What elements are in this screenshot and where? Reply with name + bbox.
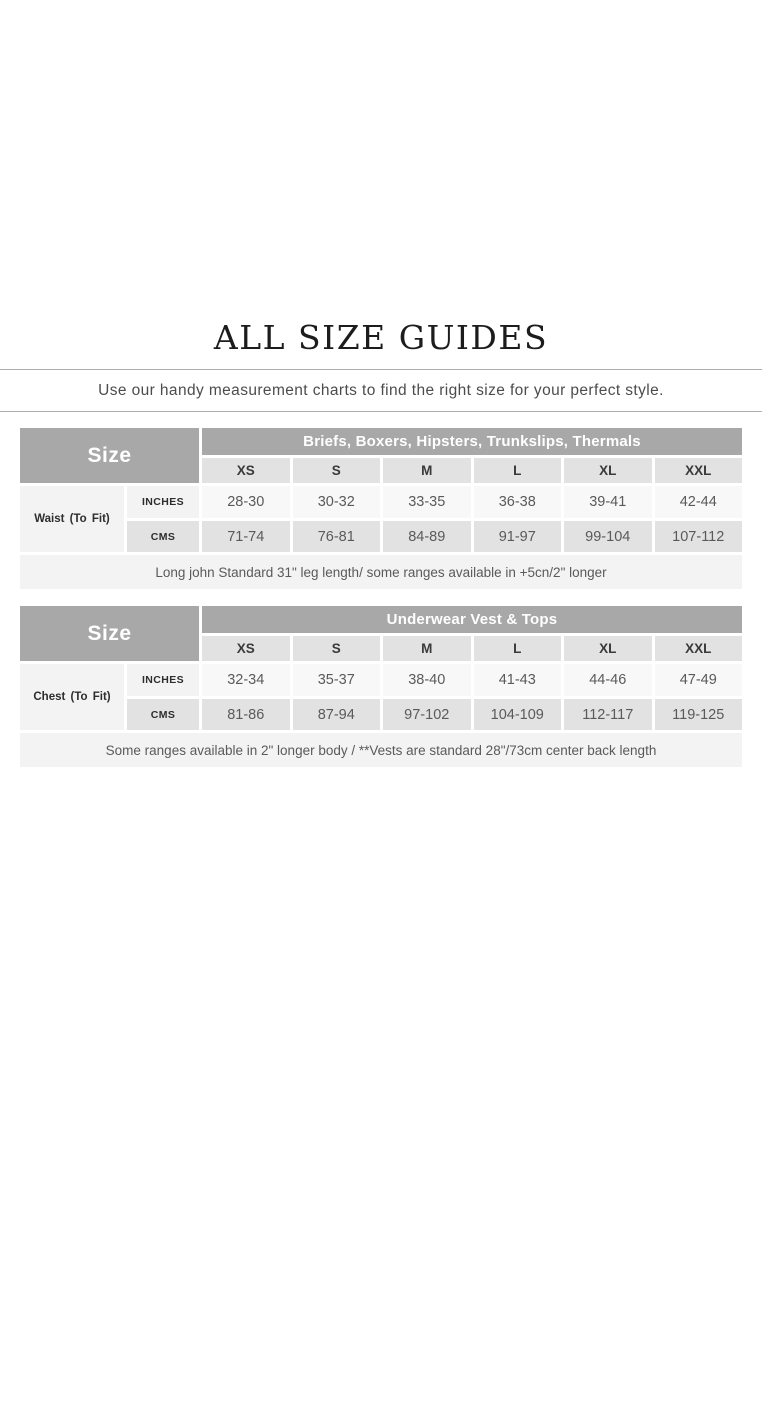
value-cell: 97-102 <box>383 699 471 730</box>
value-cell: 38-40 <box>383 664 471 696</box>
value-cell: 81-86 <box>202 699 290 730</box>
value-cell: 47-49 <box>655 664 743 696</box>
size-col-m: M <box>383 458 471 483</box>
value-cell: 91-97 <box>474 521 562 552</box>
table-note: Long john Standard 31" leg length/ some ranges available in +5cn/2" longer <box>20 555 742 589</box>
size-table-briefs <box>20 428 742 589</box>
value-cell: 39-41 <box>564 486 652 518</box>
page-title: ALL SIZE GUIDES <box>213 318 549 357</box>
size-col-xl: XL <box>564 636 652 661</box>
unit-label-inches: INCHES <box>127 486 199 518</box>
unit-label-inches: INCHES <box>127 664 199 696</box>
value-cell: 107-112 <box>655 521 743 552</box>
size-col-xxl: XXL <box>655 636 743 661</box>
size-col-xs: XS <box>202 636 290 661</box>
unit-label-cms: CMS <box>127 521 199 552</box>
value-cell: 41-43 <box>474 664 562 696</box>
size-table-vests <box>20 606 742 767</box>
subtitle-text: Use our handy measurement charts to find the right size for your perfect style. <box>98 381 664 399</box>
value-cell: 71-74 <box>202 521 290 552</box>
value-cell: 32-34 <box>202 664 290 696</box>
size-col-s: S <box>293 636 381 661</box>
size-col-xs: XS <box>202 458 290 483</box>
value-cell: 104-109 <box>474 699 562 730</box>
size-col-l: L <box>474 636 562 661</box>
row-label-chest: Chest (To Fit) <box>20 664 124 730</box>
size-col-xxl: XXL <box>655 458 743 483</box>
size-col-s: S <box>293 458 381 483</box>
size-header: Size <box>20 428 199 483</box>
value-cell: 35-37 <box>293 664 381 696</box>
size-header: Size <box>20 606 199 661</box>
value-cell: 87-94 <box>293 699 381 730</box>
value-cell: 76-81 <box>293 521 381 552</box>
value-cell: 42-44 <box>655 486 743 518</box>
value-cell: 28-30 <box>202 486 290 518</box>
size-col-xl: XL <box>564 458 652 483</box>
subtitle-band <box>0 369 762 412</box>
value-cell: 112-117 <box>564 699 652 730</box>
value-cell: 119-125 <box>655 699 743 730</box>
category-header: Briefs, Boxers, Hipsters, Trunkslips, Thermals <box>202 428 742 455</box>
size-col-l: L <box>474 458 562 483</box>
value-cell: 99-104 <box>564 521 652 552</box>
value-cell: 44-46 <box>564 664 652 696</box>
value-cell: 30-32 <box>293 486 381 518</box>
row-label-waist: Waist (To Fit) <box>20 486 124 552</box>
category-header: Underwear Vest & Tops <box>202 606 742 633</box>
value-cell: 36-38 <box>474 486 562 518</box>
value-cell: 33-35 <box>383 486 471 518</box>
size-col-m: M <box>383 636 471 661</box>
value-cell: 84-89 <box>383 521 471 552</box>
unit-label-cms: CMS <box>127 699 199 730</box>
table-note: Some ranges available in 2" longer body / **Vests are standard 28"/73cm center back length <box>20 733 742 767</box>
